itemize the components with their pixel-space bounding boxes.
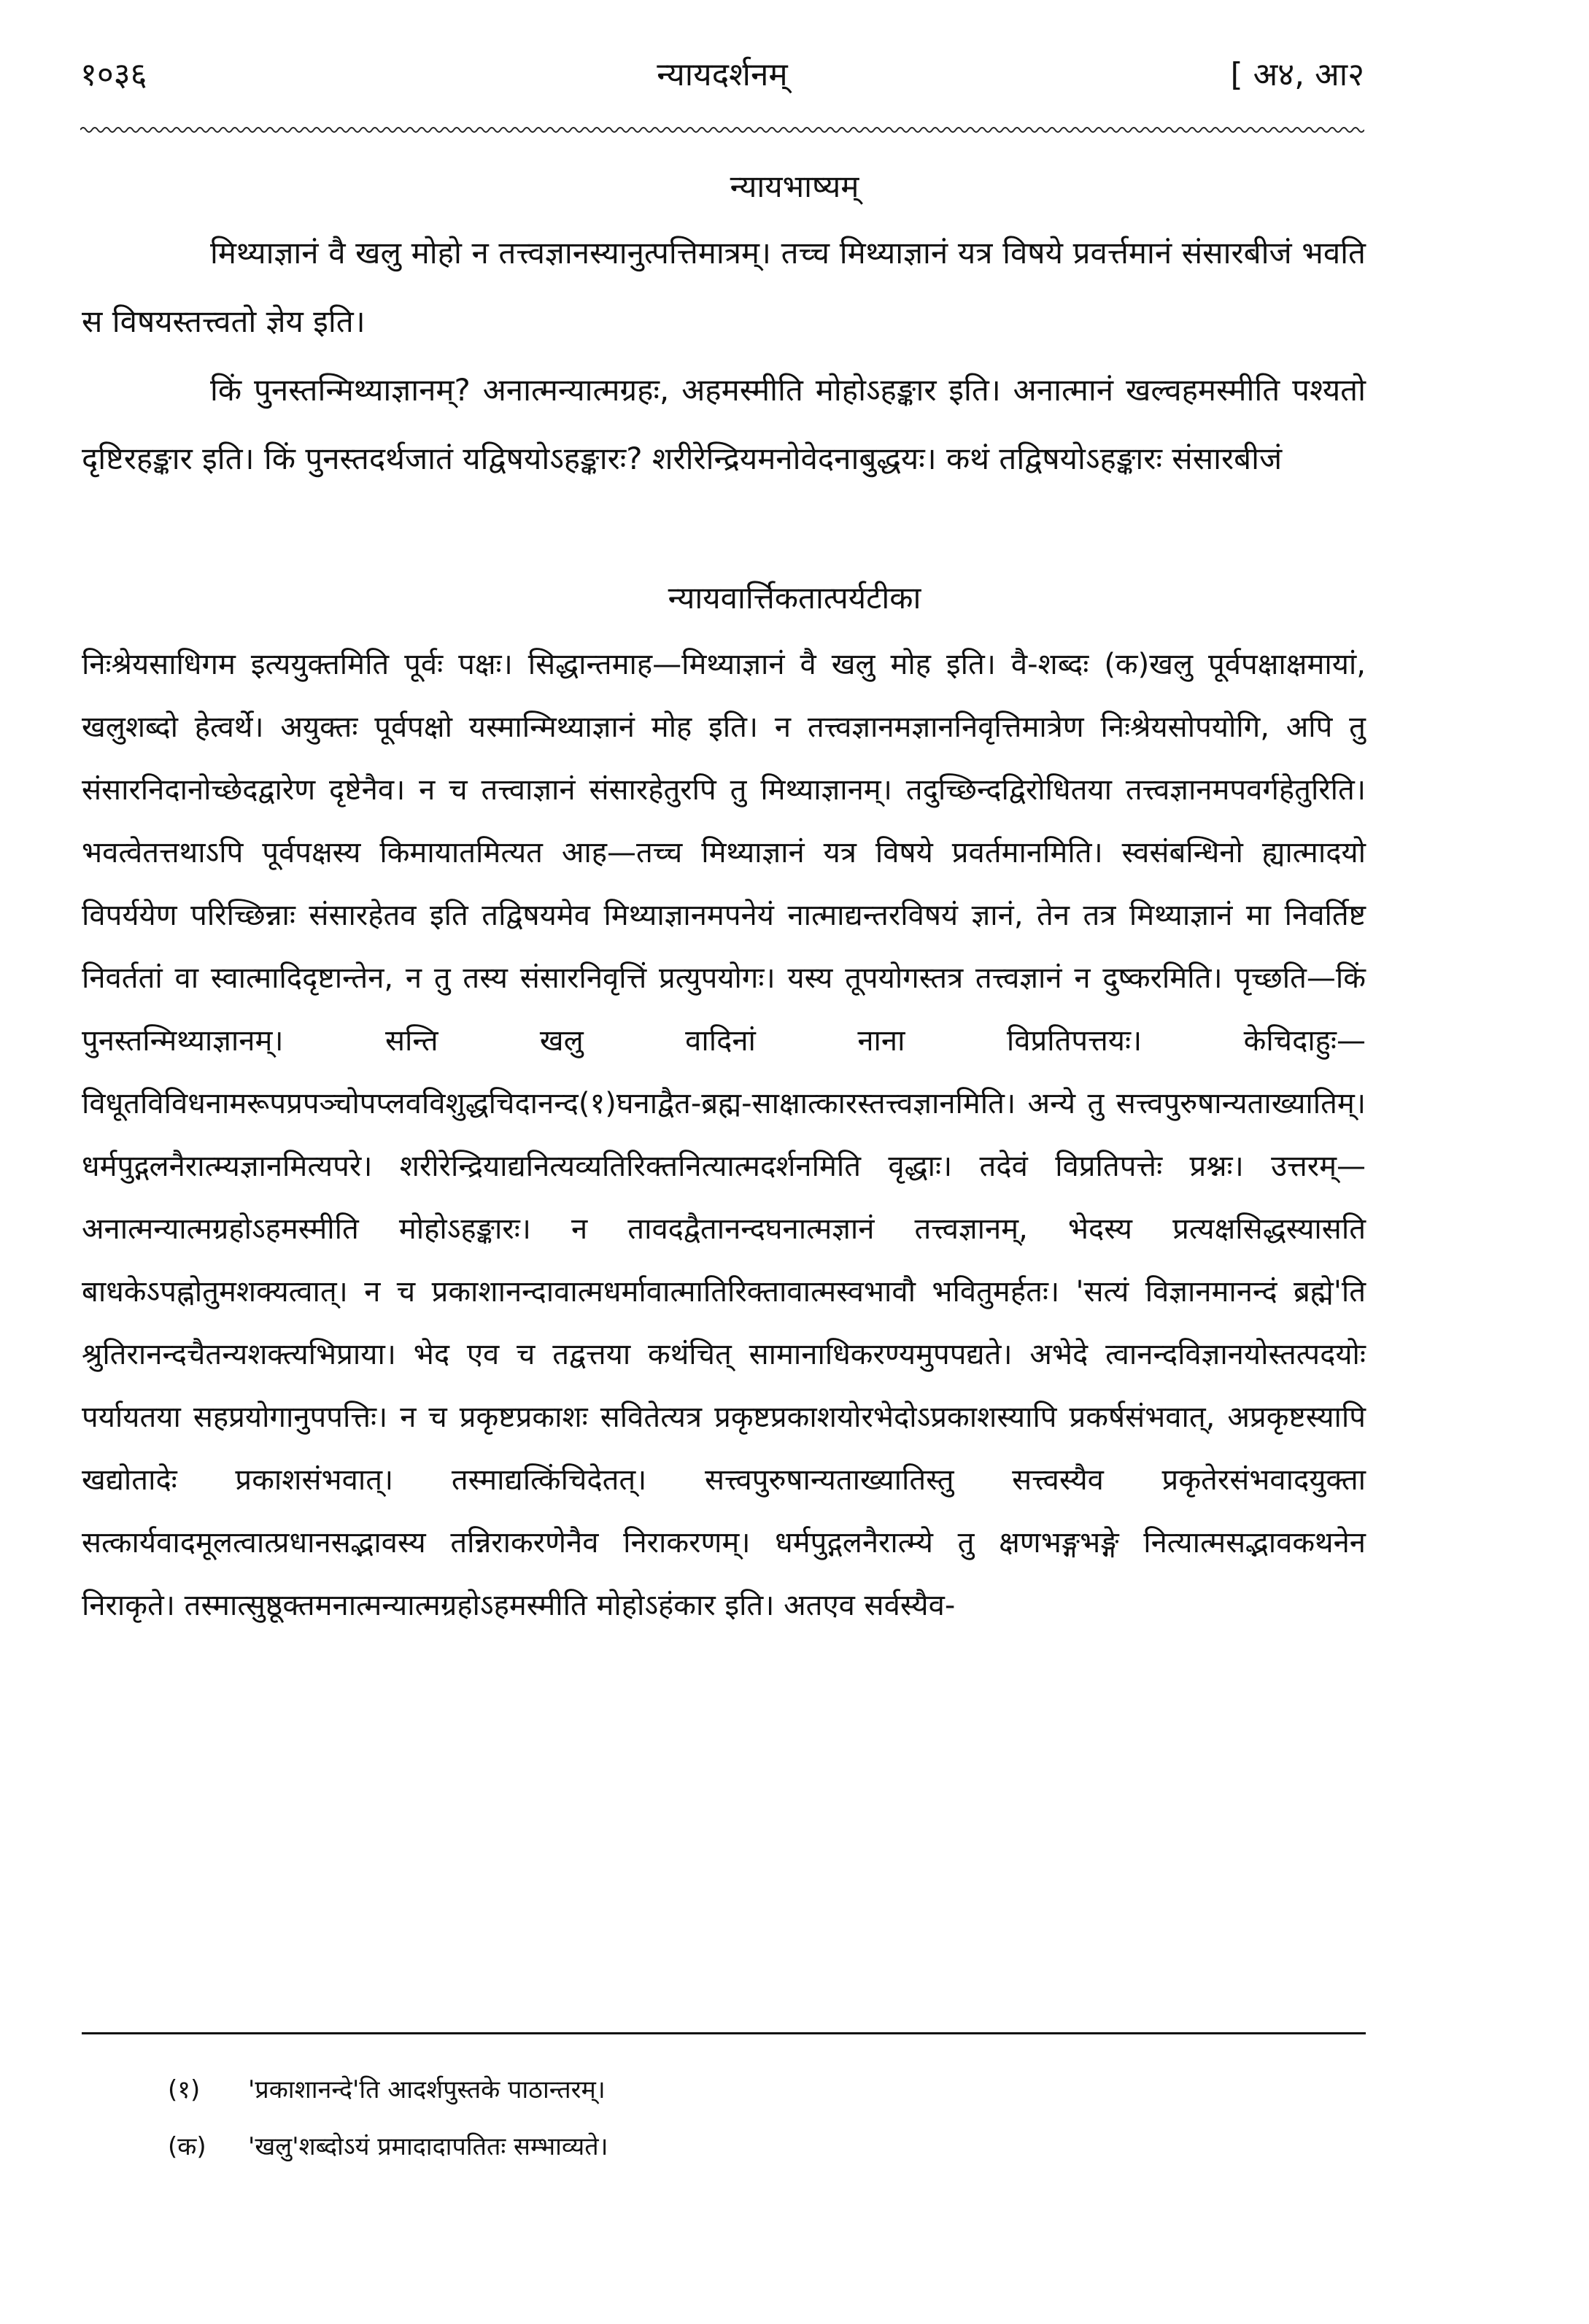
footnote-2-label: (क)	[168, 2132, 206, 2161]
bhashya-paragraph-1	[82, 219, 1366, 356]
page-number: १०३६	[80, 56, 147, 93]
footnote-1-text: 'प्रकाशानन्दे'ति आदर्शपुस्तके पाठान्तरम्।	[248, 2075, 606, 2104]
page-header	[80, 45, 1364, 111]
footnotes	[168, 2061, 1335, 2175]
tika-heading: न्यायवार्त्तिकतात्पर्यटीका	[668, 580, 921, 616]
header-wavy-rule	[80, 124, 1364, 136]
bhashya-paragraph-1-text: मिथ्याज्ञानं वै खलु मोहो न तत्त्वज्ञानस्यानुत्पत्तिमात्रम्। तच्च मिथ्याज्ञानं यत्र विषये प्रवर्त्तमानं संसारबीजं भवति स विषयस्तत्त्वतो ज्ञेय इति।	[82, 235, 1366, 339]
bhashya-paragraph-2-text: किं पुनस्तन्मिथ्याज्ञानम्? अनात्मन्यात्मग्रहः, अहमस्मीति मोहोऽहङ्कार इति। अनात्मानं खल्वहमस्मीति पश्यतो दृष्टिरहङ्कार इति। किं पुनस्तदर्थजातं यद्विषयोऽहङ्कारः? शरीरेन्द्रियमनोवेदनाबुद्धयः। कथं तद्विषयोऽहङ्कारः संसारबीजं	[82, 372, 1366, 476]
bhashya-paragraph-2	[82, 356, 1366, 493]
footnote-2-text: 'खलु'शब्दोऽयं प्रमादादापतितः सम्भाव्यते।	[248, 2132, 608, 2161]
footnote-separator	[82, 2032, 1366, 2034]
footnote-1-label: (१)	[168, 2075, 201, 2104]
running-title: न्यायदर्शनम्	[657, 56, 788, 93]
chapter-reference: [ अ४, आ२	[1230, 56, 1364, 93]
footnote-2	[168, 2118, 1335, 2175]
bhashya-heading: न्यायभाष्यम्	[730, 169, 859, 204]
tika-commentary-text: निःश्रेयसाधिगम इत्ययुक्तमिति पूर्वः पक्षः। सिद्धान्तमाह—मिथ्याज्ञानं वै खलु मोह इति। वै-शब्दः (क)खलु पूर्वपक्षाक्षमायां, खलुशब्दो हेत्वर्थे। अयुक्तः पूर्वपक्षो यस्मान्मिथ्याज्ञानं मोह इति। न तत्त्वज्ञानमज्ञाननिवृत्तिमात्रेण निःश्रेयसोपयोगि, अपि तु संसारनिदानोच्छेदद्वारेण दृष्टेनैव। न च तत्त्वाज्ञानं संसारहेतुरपि तु मिथ्याज्ञानम्। तदुच्छिन्दद्विरोधितया तत्त्वज्ञानमपवर्गहेतुरिति। भवत्वेतत्तथाऽपि पूर्वपक्षस्य किमायातमित्यत आह—तच्च मिथ्याज्ञानं यत्र विषये प्रवर्तमानमिति। स्वसंबन्धिनो ह्यात्मादयो विपर्ययेण परिच्छिन्नाः संसारहेतव इति तद्विषयमेव मिथ्याज्ञानमपनेयं नात्माद्यन्तरविषयं ज्ञानं, तेन तत्र मिथ्याज्ञानं मा निवर्तिष्ट निवर्ततां वा स्वात्मादिदृष्टान्तेन, न तु तस्य संसारनिवृत्तिं प्रत्युपयोगः। यस्य तूपयोगस्तत्र तत्त्वज्ञानं न दुष्करमिति। पृच्छति—किं पुनस्तन्मिथ्याज्ञानम्। सन्ति खलु वादिनां नाना विप्रतिपत्तयः। केचिदाहुः—विधूतविविधनामरूपप्रपञ्चोपप्लवविशुद्धचिदानन्द(१)घनाद्वैत-ब्रह्म-साक्षात्कारस्तत्त्वज्ञानमिति। अन्ये तु सत्त्वपुरुषान्यताख्यातिम्। धर्मपुद्गलनैरात्म्यज्ञानमित्यपरे। शरीरेन्द्रियाद्यनित्यव्यतिरिक्तनित्यात्मदर्शनमिति वृद्धाः। तदेवं विप्रतिपत्तेः प्रश्नः। उत्तरम्—अनात्मन्यात्मग्रहोऽहमस्मीति मोहोऽहङ्कारः। न तावदद्वैतानन्दघनात्मज्ञानं तत्त्वज्ञानम्, भेदस्य प्रत्यक्षसिद्धस्यासति बाधकेऽपह्नोतुमशक्यत्वात्। न च प्रकाशानन्दावात्मधर्मावात्मातिरिक्तावात्मस्वभावौ भवितुमर्हतः। 'सत्यं विज्ञानमानन्दं ब्रह्मे'ति श्रुतिरानन्दचैतन्यशक्त्यभिप्राया। भेद एव च तद्वत्तया कथंचित् सामानाधिकरण्यमुपपद्यते। अभेदे त्वानन्दविज्ञानयोस्तत्पदयोः पर्यायतया सहप्रयोगानुपपत्तिः। न च प्रकृष्टप्रकाशः सवितेत्यत्र प्रकृष्टप्रकाशयोरभेदोऽप्रकाशस्यापि प्रकर्षसंभवात्, अप्रकृष्टस्यापि खद्योतादेः प्रकाशसंभवात्। तस्माद्यत्किंचिदेतत्। सत्त्वपुरुषान्यताख्यातिस्तु सत्त्वस्यैव प्रकृतेरसंभवादयुक्ता सत्कार्यवादमूलत्वात्प्रधानसद्भावस्य तन्निराकरणेनैव निराकरणम्। धर्मपुद्गलनैरात्म्ये तु क्षणभङ्गभङ्गे नित्यात्मसद्भावकथनेन निराकृते। तस्मात्सुष्ठूक्तमनात्मन्यात्मग्रहोऽहमस्मीति मोहोऽहंकार इति। अतएव सर्वस्यैव-	[82, 648, 1366, 1622]
tika-commentary	[82, 633, 1366, 1637]
footnote-1	[168, 2061, 1335, 2118]
